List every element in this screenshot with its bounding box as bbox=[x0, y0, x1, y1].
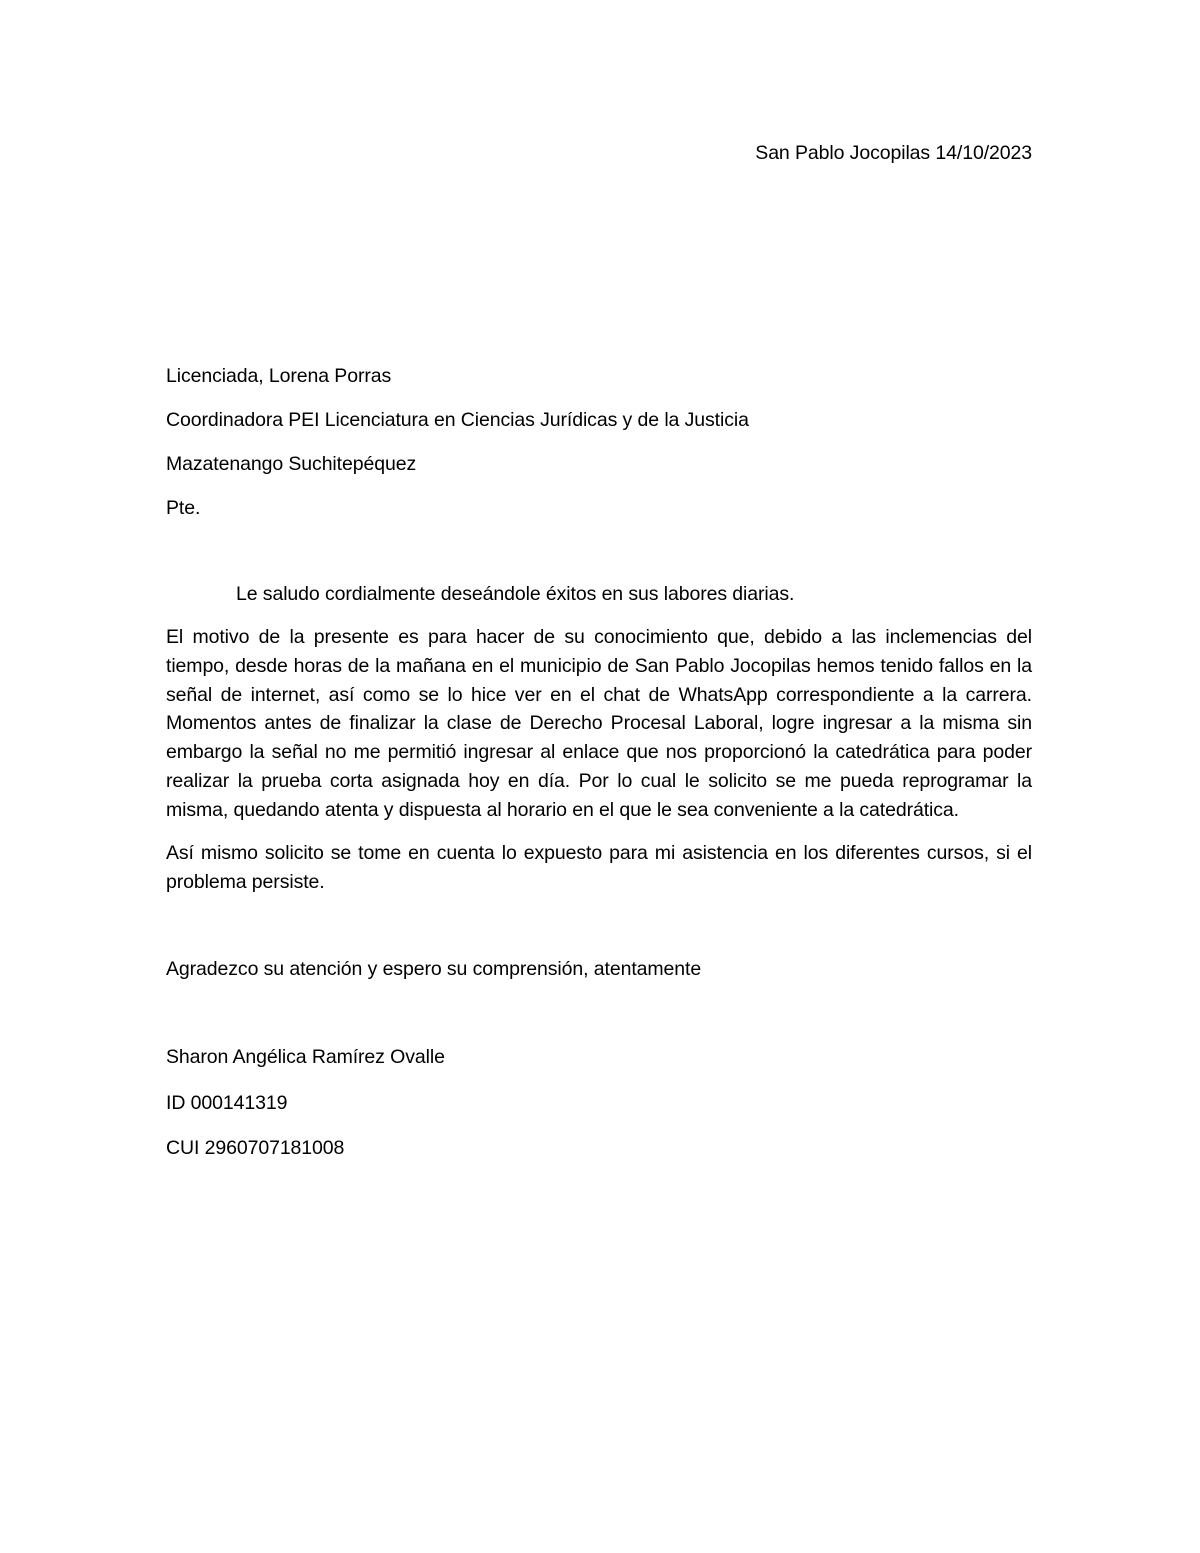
place-date: San Pablo Jocopilas 14/10/2023 bbox=[755, 142, 1032, 164]
recipient-abbr: Pte. bbox=[166, 497, 201, 519]
signature-cui: CUI 2960707181008 bbox=[166, 1137, 345, 1159]
recipient-location: Mazatenango Suchitepéquez bbox=[166, 453, 417, 475]
signature-name: Sharon Angélica Ramírez Ovalle bbox=[166, 1046, 445, 1068]
closing-line: Agradezco su atención y espero su comprensión, atentamente bbox=[166, 958, 702, 980]
recipient-title-name: Licenciada, Lorena Porras bbox=[166, 365, 392, 387]
greeting: Le saludo cordialmente deseándole éxitos en sus labores diarias. bbox=[236, 583, 795, 605]
signature-id: ID 000141319 bbox=[166, 1092, 288, 1114]
body-paragraph-1: El motivo de la presente es para hacer de su conocimiento que, debido a las inclemencias del tiempo, desde horas de la mañana en el municipio de San Pablo Jocopilas hemos tenido fallos en la señal de internet, así como se lo hice ver en el chat de WhatsApp correspondiente a la carrera. Momentos antes de finalizar la clase de Derecho Procesal Laboral, logre ingresar a la misma sin embargo la señal no me permitió ingresar al enlace que nos proporcionó la catedrática para poder realizar la prueba corta asignada hoy en día. Por lo cual le solicito se me pueda reprogramar la misma, quedando atenta y dispuesta al horario en el que le sea conveniente a la catedrática. bbox=[166, 626, 1032, 821]
body-paragraph-2: Así mismo solicito se tome en cuenta lo expuesto para mi asistencia en los diferentes cursos, si el problema persiste. bbox=[166, 842, 1032, 893]
recipient-position: Coordinadora PEI Licenciatura en Ciencias Jurídicas y de la Justicia bbox=[166, 409, 749, 431]
